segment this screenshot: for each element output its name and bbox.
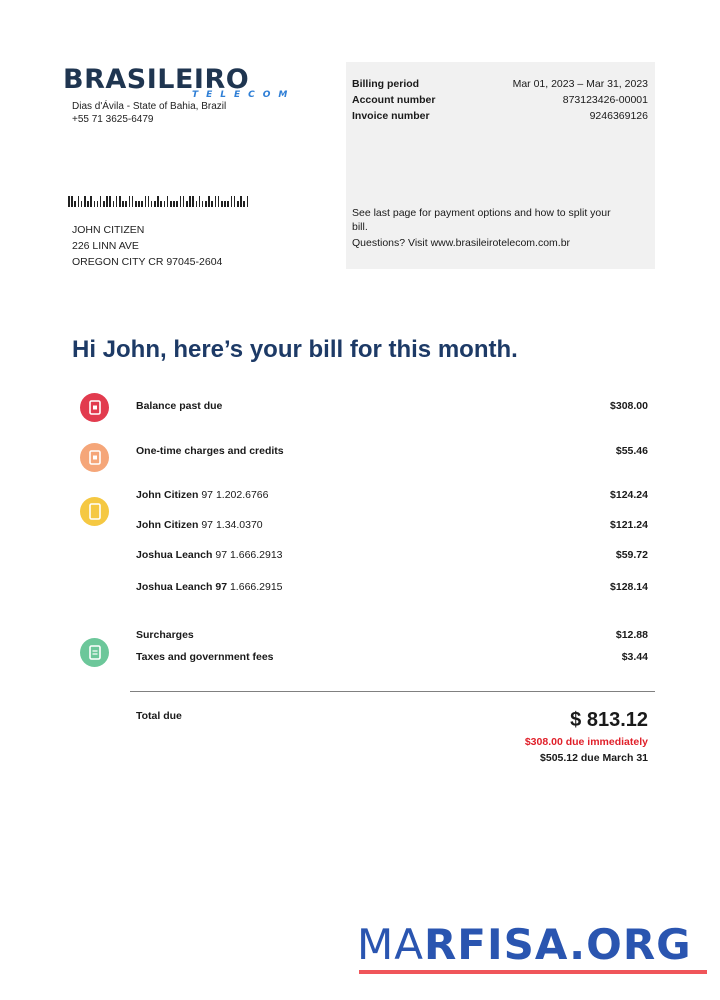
payment-options-note: See last page for payment options and how to split your bill. xyxy=(352,207,611,233)
charge-row xyxy=(136,519,648,531)
total-due-amount: $ 813.12 xyxy=(570,709,648,731)
invoice-number-row xyxy=(352,110,648,122)
recipient-city: OREGON CITY CR 97045-2604 xyxy=(72,256,223,268)
invoice-number-label: Invoice number xyxy=(352,110,430,122)
logo-sub-text: TELECOM xyxy=(192,90,296,100)
charge-amount: $128.14 xyxy=(610,581,648,593)
charge-name: One-time charges and credits xyxy=(136,445,284,457)
one-time-charges-icon xyxy=(80,443,109,472)
charge-amount: $3.44 xyxy=(621,651,648,663)
charge-name: Balance past due xyxy=(136,400,223,412)
account-number-label: Account number xyxy=(352,94,436,106)
company-info xyxy=(72,100,226,126)
charge-row xyxy=(136,489,648,501)
charge-name: Taxes and government fees xyxy=(136,651,274,663)
billing-period-value: Mar 01, 2023 – Mar 31, 2023 xyxy=(512,78,648,90)
charge-name: Joshua Leanch 97 xyxy=(136,581,228,593)
charge-amount: $124.24 xyxy=(610,489,648,501)
watermark-logo xyxy=(357,922,692,968)
charge-name: John Citizen xyxy=(136,489,199,501)
phone-lines-icon xyxy=(80,497,109,526)
account-number-value: 873123426-00001 xyxy=(562,94,648,106)
recipient-street: 226 LINN AVE xyxy=(72,240,139,252)
phone-number: 97 1.202.6766 xyxy=(201,489,269,501)
charge-name: John Citizen xyxy=(136,519,199,531)
charge-row xyxy=(136,581,648,593)
charge-amount: $55.46 xyxy=(615,445,648,457)
charge-name: Surcharges xyxy=(136,629,194,641)
due-immediately-text: $308.00 due immediately xyxy=(524,736,648,748)
postal-barcode xyxy=(68,196,248,207)
charge-amount: $121.24 xyxy=(610,519,648,531)
billing-info-box xyxy=(346,62,655,269)
recipient-address xyxy=(72,222,222,270)
questions-link-text[interactable]: Questions? Visit www.brasileirotelecom.com.br xyxy=(352,237,571,249)
phone-number: 1.666.2915 xyxy=(229,581,283,593)
charge-row xyxy=(136,629,648,641)
due-later-text: $505.12 due March 31 xyxy=(540,752,648,764)
account-number-row xyxy=(352,94,648,106)
charge-amount: $308.00 xyxy=(610,400,648,412)
watermark-bold-text: RFISA.ORG xyxy=(423,920,692,969)
watermark-thin-text: MA xyxy=(357,920,424,969)
phone-number: 97 1.34.0370 xyxy=(201,519,263,531)
taxes-fees-icon xyxy=(80,638,109,667)
company-address: Dias d'Ávila - State of Bahia, Brazil xyxy=(72,101,227,112)
total-divider xyxy=(130,691,655,692)
total-due-label: Total due xyxy=(136,710,182,722)
charge-row xyxy=(136,445,648,457)
charge-row xyxy=(136,549,648,561)
charge-row xyxy=(136,400,648,412)
charge-amount: $59.72 xyxy=(615,549,648,561)
charge-name: Joshua Leanch xyxy=(136,549,213,561)
invoice-number-value: 9246369126 xyxy=(589,110,648,122)
balance-past-due-icon xyxy=(80,393,109,422)
page-title: Hi John, here’s your bill for this month. xyxy=(72,336,518,363)
company-logo xyxy=(63,64,296,100)
logo-main-text: BRASILEIRO xyxy=(63,64,250,95)
phone-number: 97 1.666.2913 xyxy=(215,549,283,561)
billing-period-label: Billing period xyxy=(352,78,420,90)
charge-row xyxy=(136,651,648,663)
charge-amount: $12.88 xyxy=(615,629,648,641)
billing-period-row xyxy=(352,78,648,90)
watermark-underline xyxy=(359,970,707,974)
company-phone: +55 71 3625-6479 xyxy=(72,114,154,125)
recipient-name: JOHN CITIZEN xyxy=(72,224,145,236)
